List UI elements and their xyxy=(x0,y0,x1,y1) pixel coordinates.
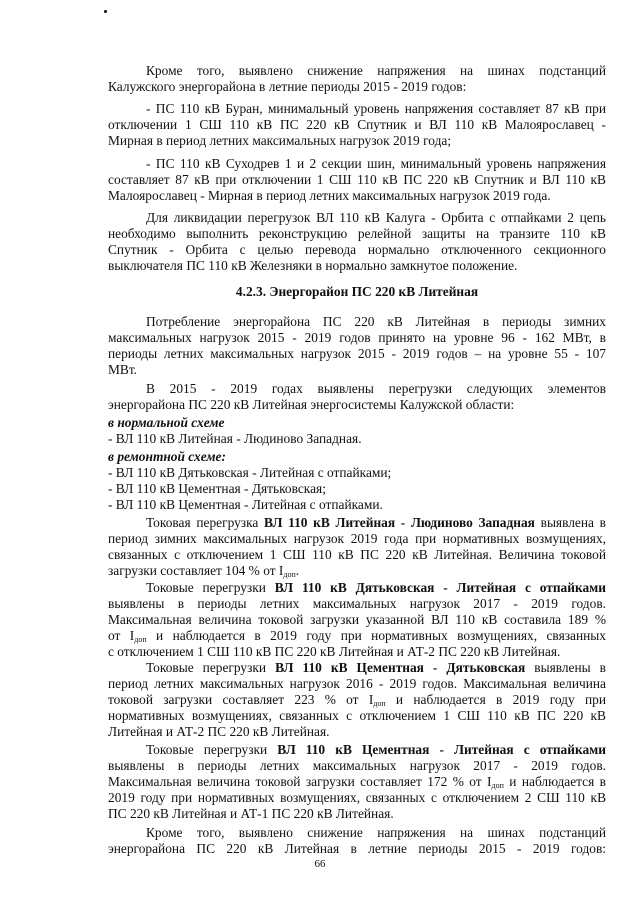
section-heading: 4.2.3. Энергорайон ПС 220 кВ Литейная xyxy=(235,284,479,299)
line-text: периоды летних максимальных нагрузок 2015 - 2019 годов – на уровне 55 - 107 xyxy=(108,346,606,361)
text-line xyxy=(108,258,606,274)
text-line xyxy=(108,708,606,724)
line-text: - ВЛ 110 кВ Дятьковская - Литейная с отпайками; xyxy=(108,465,392,480)
text-line xyxy=(108,806,606,822)
line-text: токовой загрузки составляет 223 % от I xyxy=(108,692,374,707)
line-text: с отключением 1 СШ 110 кВ ПС 220 кВ Литейная и АТ-2 ПС 220 кВ Литейная. xyxy=(108,644,561,659)
line-text: Максимальная величина токовой загрузки указанной ВЛ 110 кВ составила 189 % xyxy=(108,612,606,627)
text-line xyxy=(108,676,606,692)
text-line xyxy=(108,449,606,465)
text-line xyxy=(108,790,606,806)
text-line xyxy=(108,563,606,579)
line-text: связанных с отключением 1 СШ 110 кВ ПС 220 кВ Литейная. Величина токовой xyxy=(108,547,606,562)
text-line xyxy=(108,531,606,547)
line-text: в ремонтной схеме: xyxy=(108,449,226,464)
subscript: доп xyxy=(491,781,504,790)
text-line xyxy=(108,226,606,242)
text-line xyxy=(108,314,606,330)
line-text: Спутник - Орбита с целью перевода нормально отключенного секционного xyxy=(108,242,606,257)
text-line xyxy=(108,210,606,226)
text-line xyxy=(108,397,606,413)
line-text: Токовые перегрузки xyxy=(146,580,275,595)
line-text: в нормальной схеме xyxy=(108,415,225,430)
text-line xyxy=(108,580,606,596)
text-line xyxy=(108,515,606,531)
line-text-tail: . xyxy=(295,563,300,578)
text-line xyxy=(108,644,606,660)
subscript: доп xyxy=(134,635,147,644)
text-line xyxy=(108,825,606,841)
line-text: от I xyxy=(108,628,135,643)
page-number: 66 xyxy=(314,858,326,870)
text-line xyxy=(108,133,606,149)
line-text: Токовые перегрузки xyxy=(146,742,278,757)
line-text-tail: выявлена в xyxy=(534,515,606,530)
line-text: Калужского энергорайона в летние периоды 2015 - 2019 годов: xyxy=(108,79,467,94)
line-text-tail: и наблюдается в xyxy=(503,774,606,789)
bold-term: ВЛ 110 кВ Цементная - Литейная с отпайками xyxy=(277,742,607,757)
line-text: Потребление энергорайона ПС 220 кВ Литейная в периоды зимних xyxy=(146,314,606,329)
line-text: Максимальная величина токовой загрузки составляет 172 % от I xyxy=(108,774,492,789)
text-line xyxy=(108,481,606,497)
text-line xyxy=(108,381,606,397)
bold-term: ВЛ 110 кВ Цементная - Дятьковская xyxy=(275,660,526,675)
text-line xyxy=(108,465,606,481)
line-text: нормативных возмущениях, связанных с отключением 1 СШ 110 кВ ПС 220 кВ xyxy=(108,708,606,723)
line-text: - ВЛ 110 кВ Цементная - Литейная с отпайками. xyxy=(108,497,383,512)
line-text: Малоярославец - Мирная в период летних максимальных нагрузок 2019 года. xyxy=(108,188,551,203)
subscript: доп xyxy=(373,699,386,708)
bold-term: ВЛ 110 кВ Литейная - Людиново Западная xyxy=(264,515,535,530)
subscript: доп xyxy=(283,570,296,579)
line-text: МВт. xyxy=(108,362,138,377)
line-text: - ВЛ 110 кВ Литейная - Людиново Западная. xyxy=(108,431,362,446)
line-text-tail: выявлены в xyxy=(525,660,607,675)
line-text: Литейная и АТ-2 ПС 220 кВ Литейная. xyxy=(108,724,330,739)
line-text: - ВЛ 110 кВ Цементная - Дятьковская; xyxy=(108,481,326,496)
line-text: 2019 году при нормативных возмущениях, связанных с отключением 2 СШ 110 кВ xyxy=(108,790,606,805)
text-line xyxy=(108,156,606,172)
text-line xyxy=(108,117,606,133)
line-text: Кроме того, выявлено снижение напряжения на шинах подстанций xyxy=(146,825,606,840)
text-line xyxy=(108,724,606,740)
text-line xyxy=(108,330,606,346)
line-text: - ПС 110 кВ Суходрев 1 и 2 секции шин, минимальный уровень напряжения xyxy=(146,156,606,171)
line-text: выявлены в периоды летних максимальных нагрузок 2017 - 2019 годов. xyxy=(108,758,606,773)
line-text: Мирная в период летних максимальных нагрузок 2019 года; xyxy=(108,133,452,148)
line-text: составляет 87 кВ при отключении 1 СШ 110 кВ ПС 220 кВ Спутник и ВЛ 110 кВ xyxy=(108,172,606,187)
text-line xyxy=(108,497,606,513)
bullet-dot xyxy=(104,10,107,13)
line-text: энергорайона ПС 220 кВ Литейная в летние периоды 2015 - 2019 годов: xyxy=(108,841,606,856)
line-text-tail: и наблюдается в 2019 году при нормативных возмущениях, связанных xyxy=(146,628,606,643)
text-line xyxy=(108,431,606,447)
text-line xyxy=(108,172,606,188)
text-line xyxy=(108,547,606,563)
line-text: максимальных нагрузок 2015 - 2019 годов принято на уровне 96 - 162 МВт, в xyxy=(108,330,606,345)
text-line xyxy=(108,362,606,378)
line-text: период зимних максимальных нагрузок 2019 года при нормативных возмущениях, xyxy=(108,531,606,546)
line-text: отключении 1 СШ 110 кВ ПС 220 кВ Спутник и ВЛ 110 кВ Малоярославец - xyxy=(108,117,606,132)
text-line xyxy=(108,660,606,676)
line-text-tail: и наблюдается в 2019 году при xyxy=(385,692,606,707)
text-line xyxy=(108,242,606,258)
text-line xyxy=(108,774,606,790)
line-text: период летних максимальных нагрузок 2016 - 2019 годов. Максимальная величина xyxy=(108,676,606,691)
line-text: ПС 220 кВ Литейная и АТ-1 ПС 220 кВ Литейная. xyxy=(108,806,394,821)
text-line xyxy=(108,692,606,708)
text-line xyxy=(108,628,606,644)
text-line xyxy=(108,612,606,628)
line-text: необходимо выполнить реконструкцию релейной защиты на транзите 110 кВ xyxy=(108,226,606,241)
text-line xyxy=(108,841,606,857)
line-text: Токовые перегрузки xyxy=(146,660,276,675)
line-text: выявлены в периоды летних максимальных нагрузок 2017 - 2019 годов. xyxy=(108,596,606,611)
line-text: В 2015 - 2019 годах выявлены перегрузки следующих элементов xyxy=(146,381,606,396)
text-line xyxy=(108,79,606,95)
text-line xyxy=(108,758,606,774)
text-line xyxy=(108,101,606,117)
text-line xyxy=(108,63,606,79)
text-line xyxy=(108,742,606,758)
line-text: выключателя ПС 110 кВ Железняки в нормально замкнутое положение. xyxy=(108,258,518,273)
text-line xyxy=(108,188,606,204)
text-line xyxy=(108,346,606,362)
line-text: Для ликвидации перегрузок ВЛ 110 кВ Калуга - Орбита с отпайками 2 цепь xyxy=(146,210,606,225)
text-line xyxy=(108,415,606,431)
text-line xyxy=(108,596,606,612)
bold-term: ВЛ 110 кВ Дятьковская - Литейная с отпайками xyxy=(274,580,606,595)
line-text: Кроме того, выявлено снижение напряжения на шинах подстанций xyxy=(146,63,606,78)
line-text: - ПС 110 кВ Буран, минимальный уровень напряжения составляет 87 кВ при xyxy=(146,101,606,116)
line-text: Токовая перегрузка xyxy=(146,515,265,530)
line-text: энергорайона ПС 220 кВ Литейная энергосистемы Калужской области: xyxy=(108,397,515,412)
line-text: загрузки составляет 104 % от I xyxy=(108,563,284,578)
